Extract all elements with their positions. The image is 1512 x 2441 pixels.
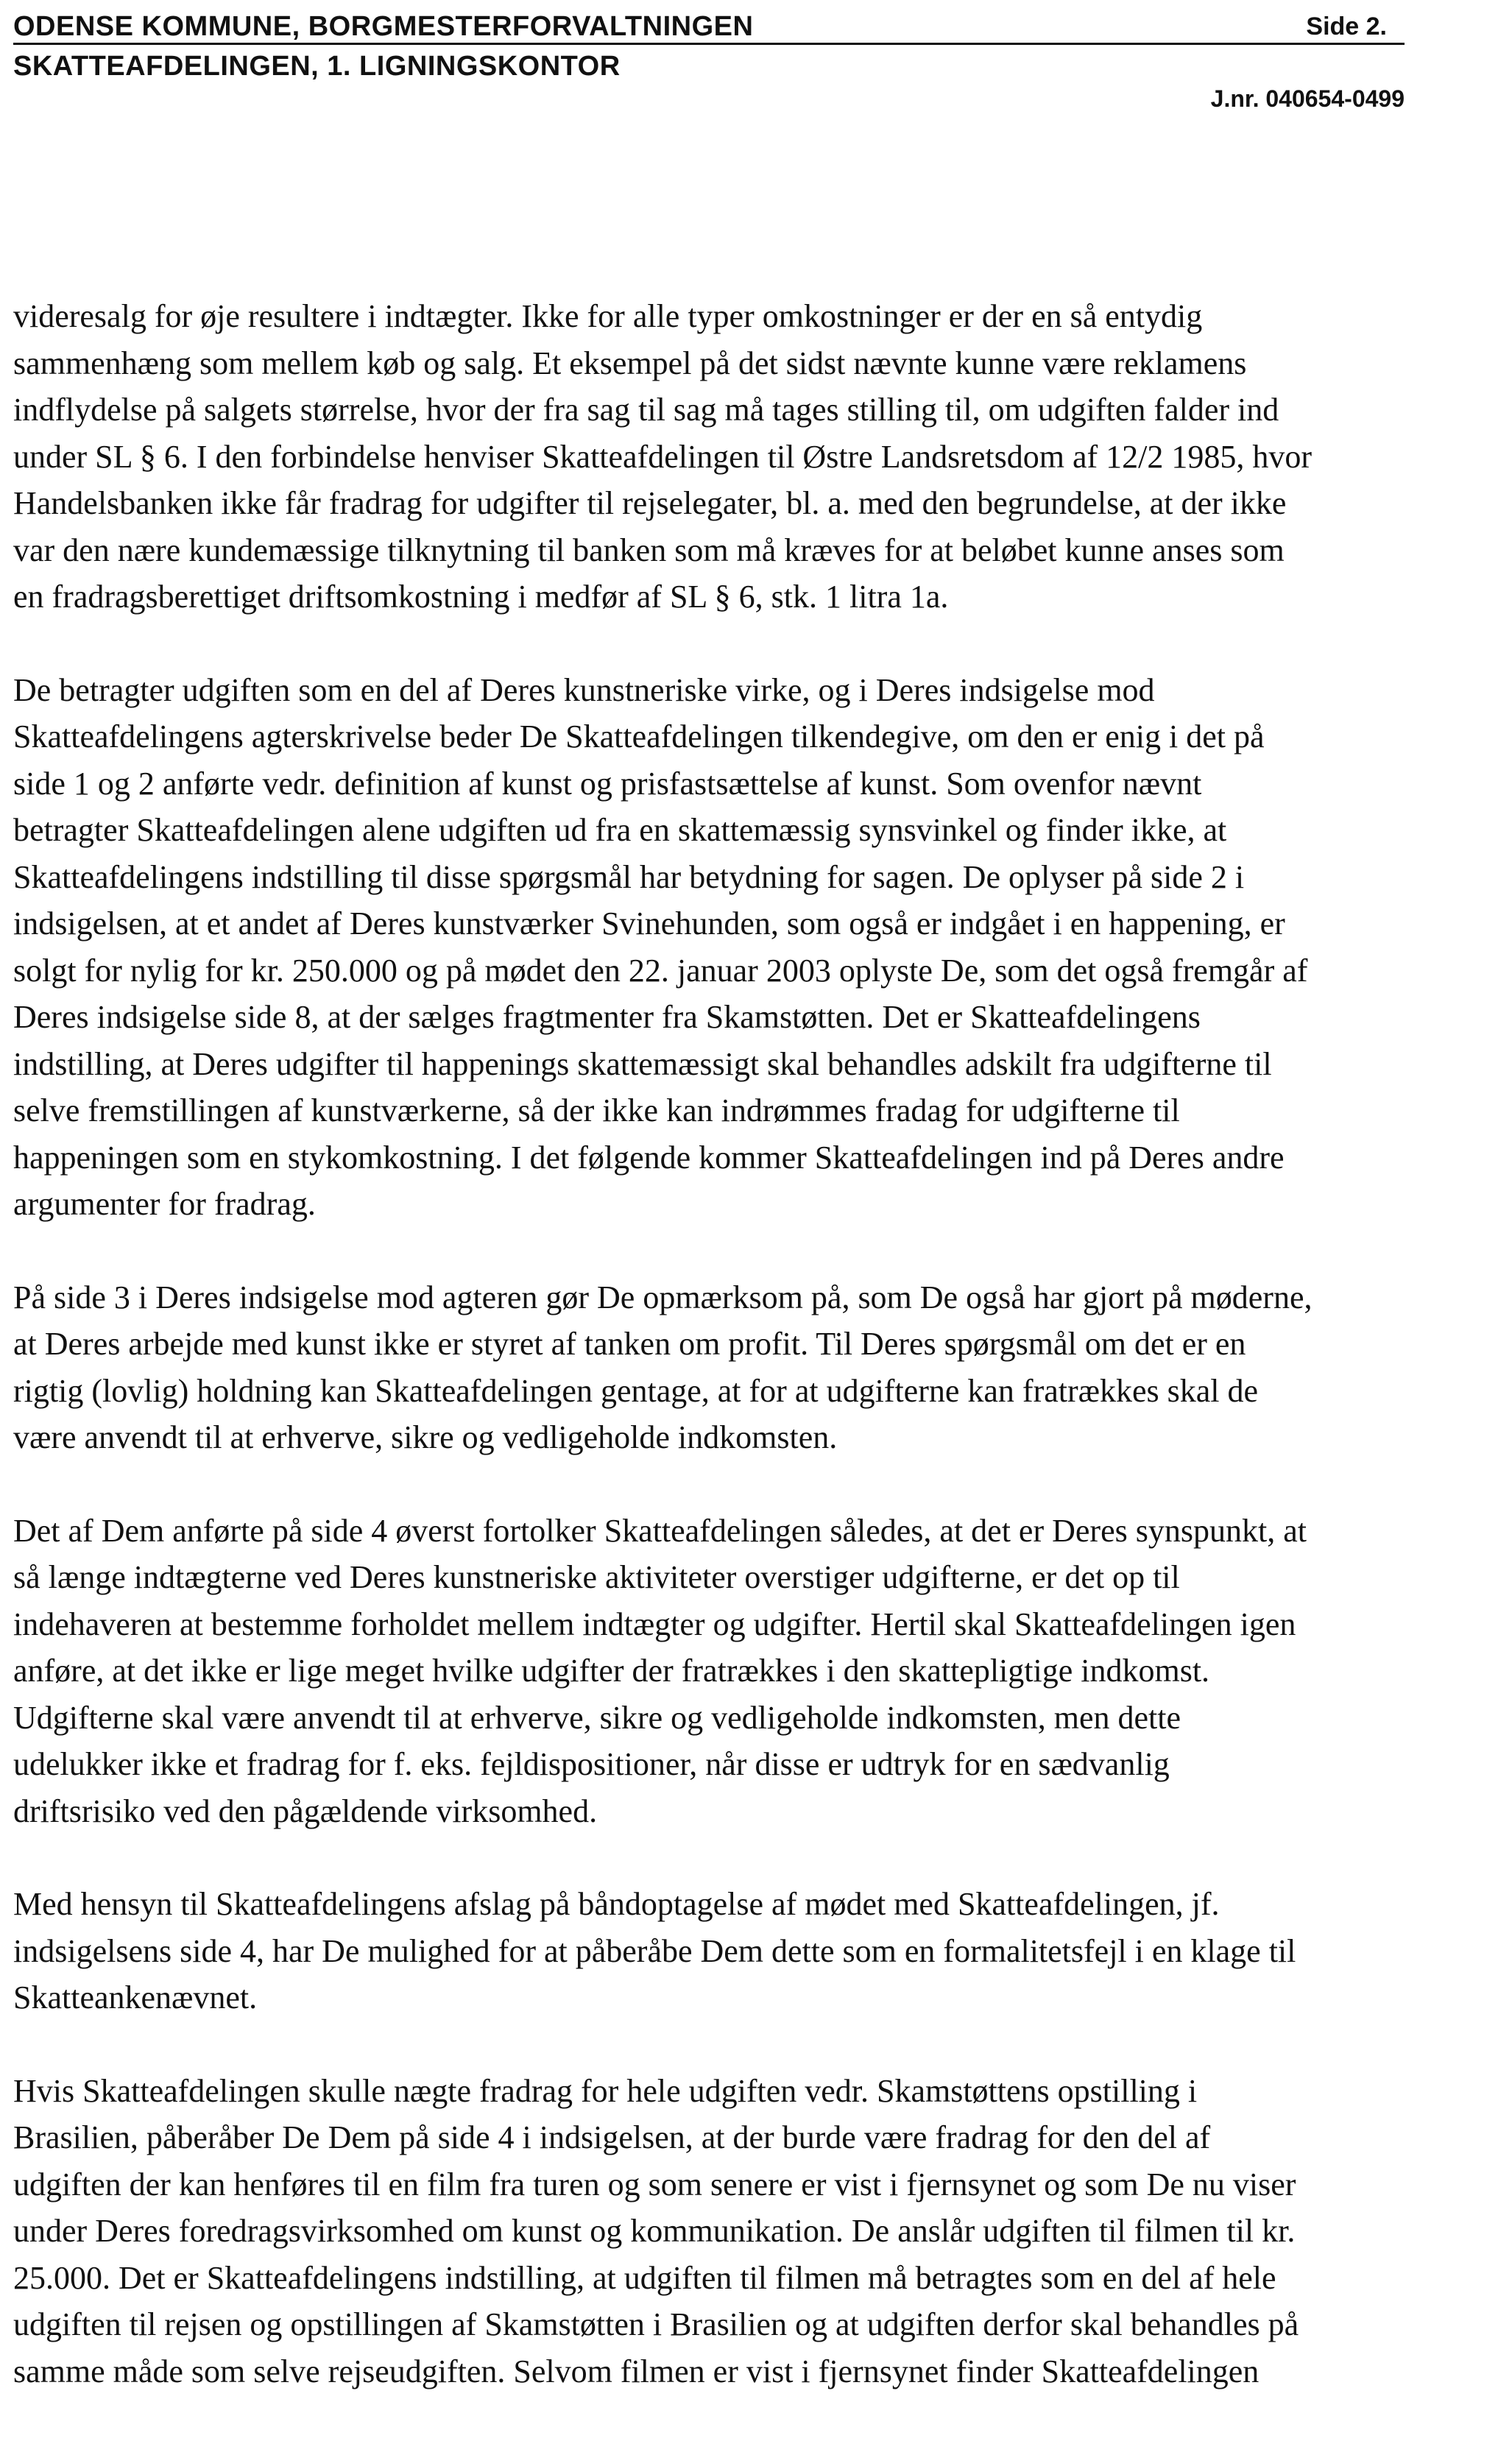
text-line: så længe indtægterne ved Deres kunstneriske aktiviteter overstiger udgifterne, er det op til	[13, 1559, 1180, 1595]
text-line: Udgifterne skal være anvendt til at erhverve, sikre og vedligeholde indkomsten, men dette	[13, 1699, 1181, 1736]
text-line: indflydelse på salgets størrelse, hvor der fra sag til sag må tages stilling til, om udgiften falder ind	[13, 392, 1279, 428]
text-line: 25.000. Det er Skatteafdelingens indstilling, at udgiften til filmen må betragtes som en del af hele	[13, 2259, 1276, 2296]
page-number: Side 2.	[1306, 13, 1387, 40]
text-line: indstilling, at Deres udgifter til happenings skattemæssigt skal behandles adskilt fra udgifterne til	[13, 1045, 1272, 1082]
text-line: driftsrisiko ved den pågældende virksomhed.	[13, 1792, 598, 1829]
text-line: argumenter for fradrag.	[13, 1186, 316, 1222]
letter-body	[13, 293, 1485, 2441]
text-line: udelukker ikke et fradrag for f. eks. fejldispositioner, når disse er udtryk for en sædvanlig	[13, 1746, 1170, 1782]
paragraph	[13, 1881, 1485, 2021]
text-line: anføre, at det ikke er lige meget hvilke udgifter der fratrækkes i den skattepligtige indkomst.	[13, 1653, 1210, 1689]
paragraph	[13, 667, 1485, 1228]
text-line: videresalg for øje resultere i indtægter. Ikke for alle typer omkostninger er der en så entydig	[13, 298, 1203, 334]
paragraph	[13, 1274, 1485, 1461]
text-line: sammenhæng som mellem køb og salg. Et eksempel på det sidst nævnte kunne være reklamens	[13, 345, 1247, 381]
letter-header	[13, 10, 1405, 112]
text-line: samme måde som selve rejseudgiften. Selvom filmen er vist i fjernsynet finder Skatteafdelingen	[13, 2353, 1260, 2389]
text-line: happeningen som en stykomkostning. I det følgende kommer Skatteafdelingen ind på Deres andre	[13, 1139, 1285, 1176]
text-line: Hvis Skatteafdelingen skulle nægte fradrag for hele udgiften vedr. Skamstøttens opstilling i	[13, 2072, 1198, 2109]
text-line: På side 3 i Deres indsigelse mod agteren gør De opmærksom på, som De også har gjort på møderne,	[13, 1279, 1313, 1315]
text-line: udgiften der kan henføres til en film fra turen og som senere er vist i fjernsynet og som De nu viser	[13, 2166, 1296, 2202]
text-line: under SL § 6. I den forbindelse henviser Skatteafdelingen til Østre Landsretsdom af 12/2 1985, hvor	[13, 438, 1313, 475]
text-line: De betragter udgiften som en del af Deres kunstneriske virke, og i Deres indsigelse mod	[13, 671, 1155, 708]
text-line: Deres indsigelse side 8, at der sælges fragtmenter fra Skamstøtten. Det er Skatteafdelingens	[13, 999, 1201, 1035]
text-line: indehaveren at bestemme forholdet mellem indtægter og udgifter. Hertil skal Skatteafdelingen igen	[13, 1605, 1296, 1642]
text-line: solgt for nylig for kr. 250.000 og på mødet den 22. januar 2003 oplyste De, som det også fremgår af	[13, 952, 1308, 989]
text-line: Brasilien, påberåber De Dem på side 4 i indsigelsen, at der burde være fradrag for den del af	[13, 2119, 1211, 2155]
text-line: indsigelsen, at et andet af Deres kunstværker Svinehunden, som også er indgået i en happening, er	[13, 905, 1285, 942]
paragraph	[13, 1508, 1485, 1835]
text-line: var den nære kundemæssige tilknytning til banken som må kræves for at beløbet kunne anses som	[13, 531, 1285, 568]
text-line: Skatteankenævnet.	[13, 1979, 258, 2016]
text-line: udgiften til rejsen og opstillingen af Skamstøtten i Brasilien og at udgiften derfor skal behandles på	[13, 2306, 1299, 2342]
text-line: Det af Dem anførte på side 4 øverst fortolker Skatteafdelingen således, at det er Deres synspunkt, at	[13, 1512, 1307, 1549]
text-line: rigtig (lovlig) holdning kan Skatteafdelingen gentage, at for at udgifterne kan fratrækkes skal de	[13, 1372, 1259, 1409]
text-line: være anvendt til at erhverve, sikre og vedligeholde indkomsten.	[13, 1419, 838, 1455]
text-line: at Deres arbejde med kunst ikke er styret af tanken om profit. Til Deres spørgsmål om det er en	[13, 1326, 1246, 1362]
text-line: indsigelsens side 4, har De mulighed for at påberåbe Dem dette som en formalitetsfejl i en klage til	[13, 1932, 1296, 1969]
text-line: Med hensyn til Skatteafdelingens afslag på båndoptagelse af mødet med Skatteafdelingen, jf.	[13, 1886, 1220, 1922]
paragraph	[13, 2068, 1485, 2395]
text-line: en fradragsberettiget driftsomkostning i medfør af SL § 6, stk. 1 litra 1a.	[13, 579, 949, 615]
office-name: SKATTEAFDELINGEN, 1. LIGNINGSKONTOR	[13, 51, 621, 82]
text-line: Skatteafdelingens agterskrivelse beder De Skatteafdelingen tilkendegive, om den er enig i det på	[13, 718, 1265, 755]
text-line: Handelsbanken ikke får fradrag for udgifter til rejselegater, bl. a. med den begrundelse, at der ikke	[13, 485, 1287, 521]
header-top-line	[13, 10, 1405, 45]
text-line: side 1 og 2 anførte vedr. definition af kunst og prisfastsættelse af kunst. Som ovenfor nævnt	[13, 765, 1202, 802]
text-line: selve fremstillingen af kunstværkerne, så der ikke kan indrømmes fradag for udgifterne til	[13, 1092, 1180, 1128]
text-line: betragter Skatteafdelingen alene udgiften ud fra en skattemæssig synsvinkel og finder ikke, at	[13, 812, 1227, 848]
text-line: under Deres foredragsvirksomhed om kunst og kommunikation. De anslår udgiften til filmen til kr.	[13, 2213, 1296, 2249]
text-line: Skatteafdelingens indstilling til disse spørgsmål har betydning for sagen. De oplyser på side 2 i	[13, 858, 1245, 895]
paragraph	[13, 293, 1485, 621]
journal-number: J.nr. 040654-0499	[1210, 85, 1405, 112]
department-name: ODENSE KOMMUNE, BORGMESTERFORVALTNINGEN	[13, 11, 754, 42]
